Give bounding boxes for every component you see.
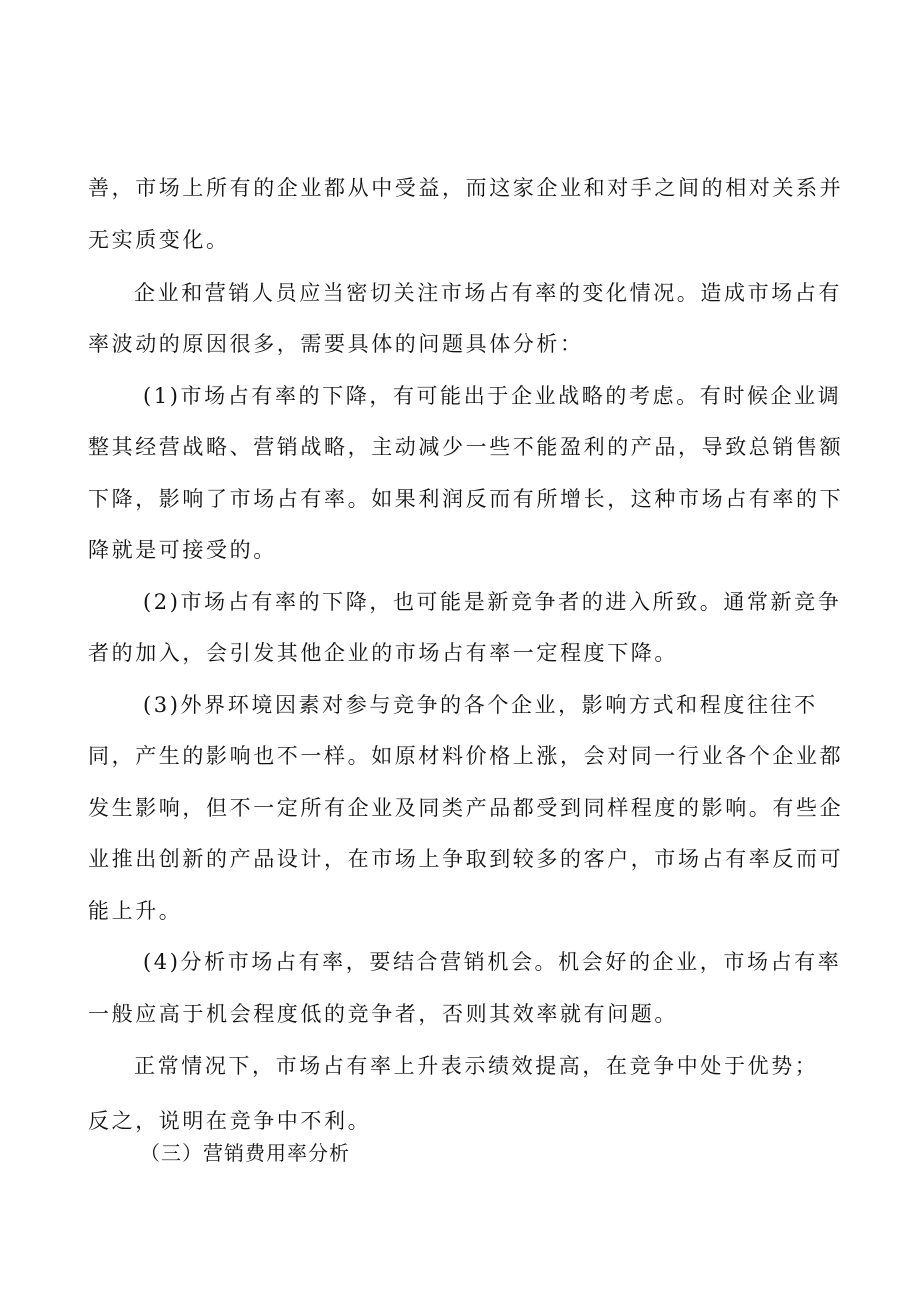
text-line: (2)市场占有率的下降，也可能是新竞争者的进入所致。通常新竞争	[143, 590, 842, 614]
text-line: 整其经营战略、营销战略，主动减少一些不能盈利的产品，导致总销售额	[88, 435, 844, 459]
text-line: 无实质变化。	[88, 228, 230, 252]
text-line: 同，产生的影响也不一样。如原材料价格上涨，会对同一行业各个企业都	[88, 744, 844, 768]
text-line: 企业和营销人员应当密切关注市场占有率的变化情况。造成市场占有	[134, 281, 842, 305]
text-line: 发生影响，但不一定所有企业及同类产品都受到同样程度的影响。有些企	[88, 796, 844, 820]
text-line: 能上升。	[88, 899, 183, 923]
text-line: 率波动的原因很多，需要具体的问题具体分析：	[88, 332, 584, 356]
text-line: 反之，说明在竞争中不利。	[88, 1109, 372, 1133]
text-line: (3)外界环境因素对参与竞争的各个企业，影响方式和程度往往不	[143, 693, 818, 717]
text-line: 正常情况下，市场占有率上升表示绩效提高，在竞争中处于优势；	[134, 1054, 819, 1078]
text-line: 降就是可接受的。	[88, 538, 277, 562]
text-line: 善，市场上所有的企业都从中受益，而这家企业和对手之间的相对关系并	[88, 176, 844, 200]
text-line: (1)市场占有率的下降，有可能出于企业战略的考虑。有时候企业调	[143, 384, 842, 408]
text-line: 下降，影响了市场占有率。如果利润反而有所增长，这种市场占有率的下	[88, 487, 844, 511]
text-line: 者的加入，会引发其他企业的市场占有率一定程度下降。	[88, 641, 678, 665]
section-heading: （三）营销费用率分析	[140, 1141, 350, 1165]
text-line: 业推出创新的产品设计，在市场上争取到较多的客户，市场占有率反而可	[88, 847, 844, 871]
text-line: 一般应高于机会程度低的竞争者，否则其效率就有问题。	[88, 1002, 678, 1026]
text-line: (4)分析市场占有率，要结合营销机会。机会好的企业，市场占有率	[143, 950, 842, 974]
